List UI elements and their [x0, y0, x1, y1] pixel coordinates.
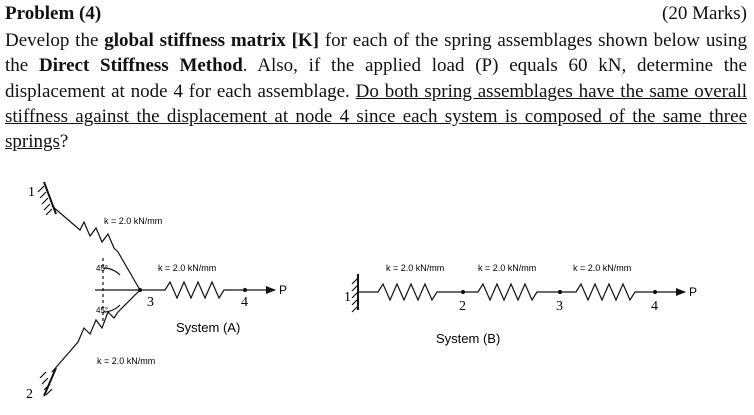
spring-lower-label: k = 2.0 kN/mm	[97, 356, 156, 366]
support-lower-wall	[40, 368, 56, 396]
node-3-dot-a	[139, 289, 142, 292]
spring-b1-label: k = 2.0 kN/mm	[386, 263, 445, 273]
statement-text-2: for each of the spring assemblages shown below using the	[5, 30, 748, 77]
load-label-b: P	[689, 285, 698, 299]
node-2-label-b: 2	[459, 299, 466, 314]
node-3-label-a: 3	[147, 295, 154, 310]
node-2-dot-b	[462, 291, 465, 294]
load-label-a: P	[279, 283, 288, 297]
statement-bold-global-stiffness: global stiffness matrix [K]	[104, 30, 320, 51]
node-2-label-a: 2	[26, 387, 33, 402]
angle-lower-label: 45°	[96, 306, 109, 315]
support-upper-wall	[38, 182, 56, 215]
spring-b3-label: k = 2.0 kN/mm	[573, 263, 632, 273]
node-4-label-a: 4	[241, 295, 248, 310]
problem-title: Problem (4)	[5, 3, 102, 24]
statement-underlined-question: Do both spring assemblages have the same overall stiffness against the displacement at node 4 since each system is composed of the same three springs	[5, 80, 748, 153]
spring-upper-label: k = 2.0 kN/mm	[104, 216, 163, 226]
spring-b2	[463, 284, 560, 300]
node-1-label-b: 1	[344, 290, 351, 305]
system-b-caption: System (B)	[436, 331, 501, 346]
problem-marks: (20 Marks)	[662, 3, 747, 24]
spring-b3	[560, 284, 655, 300]
system-b	[352, 274, 685, 312]
statement-text-4: ?	[59, 131, 69, 153]
node-4-dot-b	[654, 291, 657, 294]
angle-upper-label: 45°	[96, 264, 109, 273]
statement-text-3: . Also, if the applied load (P) equals 60 kN, determine the displacement at node 4 for each assemblage.	[5, 55, 747, 102]
spring-middle-label: k = 2.0 kN/mm	[158, 263, 217, 273]
node-3-label-b: 3	[556, 299, 563, 314]
node-3-dot-b	[559, 291, 562, 294]
statement-bold-direct-stiffness: Direct Stiffness Method	[39, 55, 243, 77]
spring-b2-label: k = 2.0 kN/mm	[478, 263, 537, 273]
spring-middle	[140, 282, 245, 298]
spring-b1	[358, 284, 463, 300]
system-a-caption: System (A)	[176, 320, 241, 335]
statement-text-1: Develop the	[5, 30, 105, 51]
node-4-label-b: 4	[651, 299, 658, 314]
node-4-dot-a	[244, 289, 247, 292]
node-1-label-a: 1	[28, 185, 35, 200]
system-a	[38, 182, 275, 396]
support-wall-b	[352, 274, 358, 312]
